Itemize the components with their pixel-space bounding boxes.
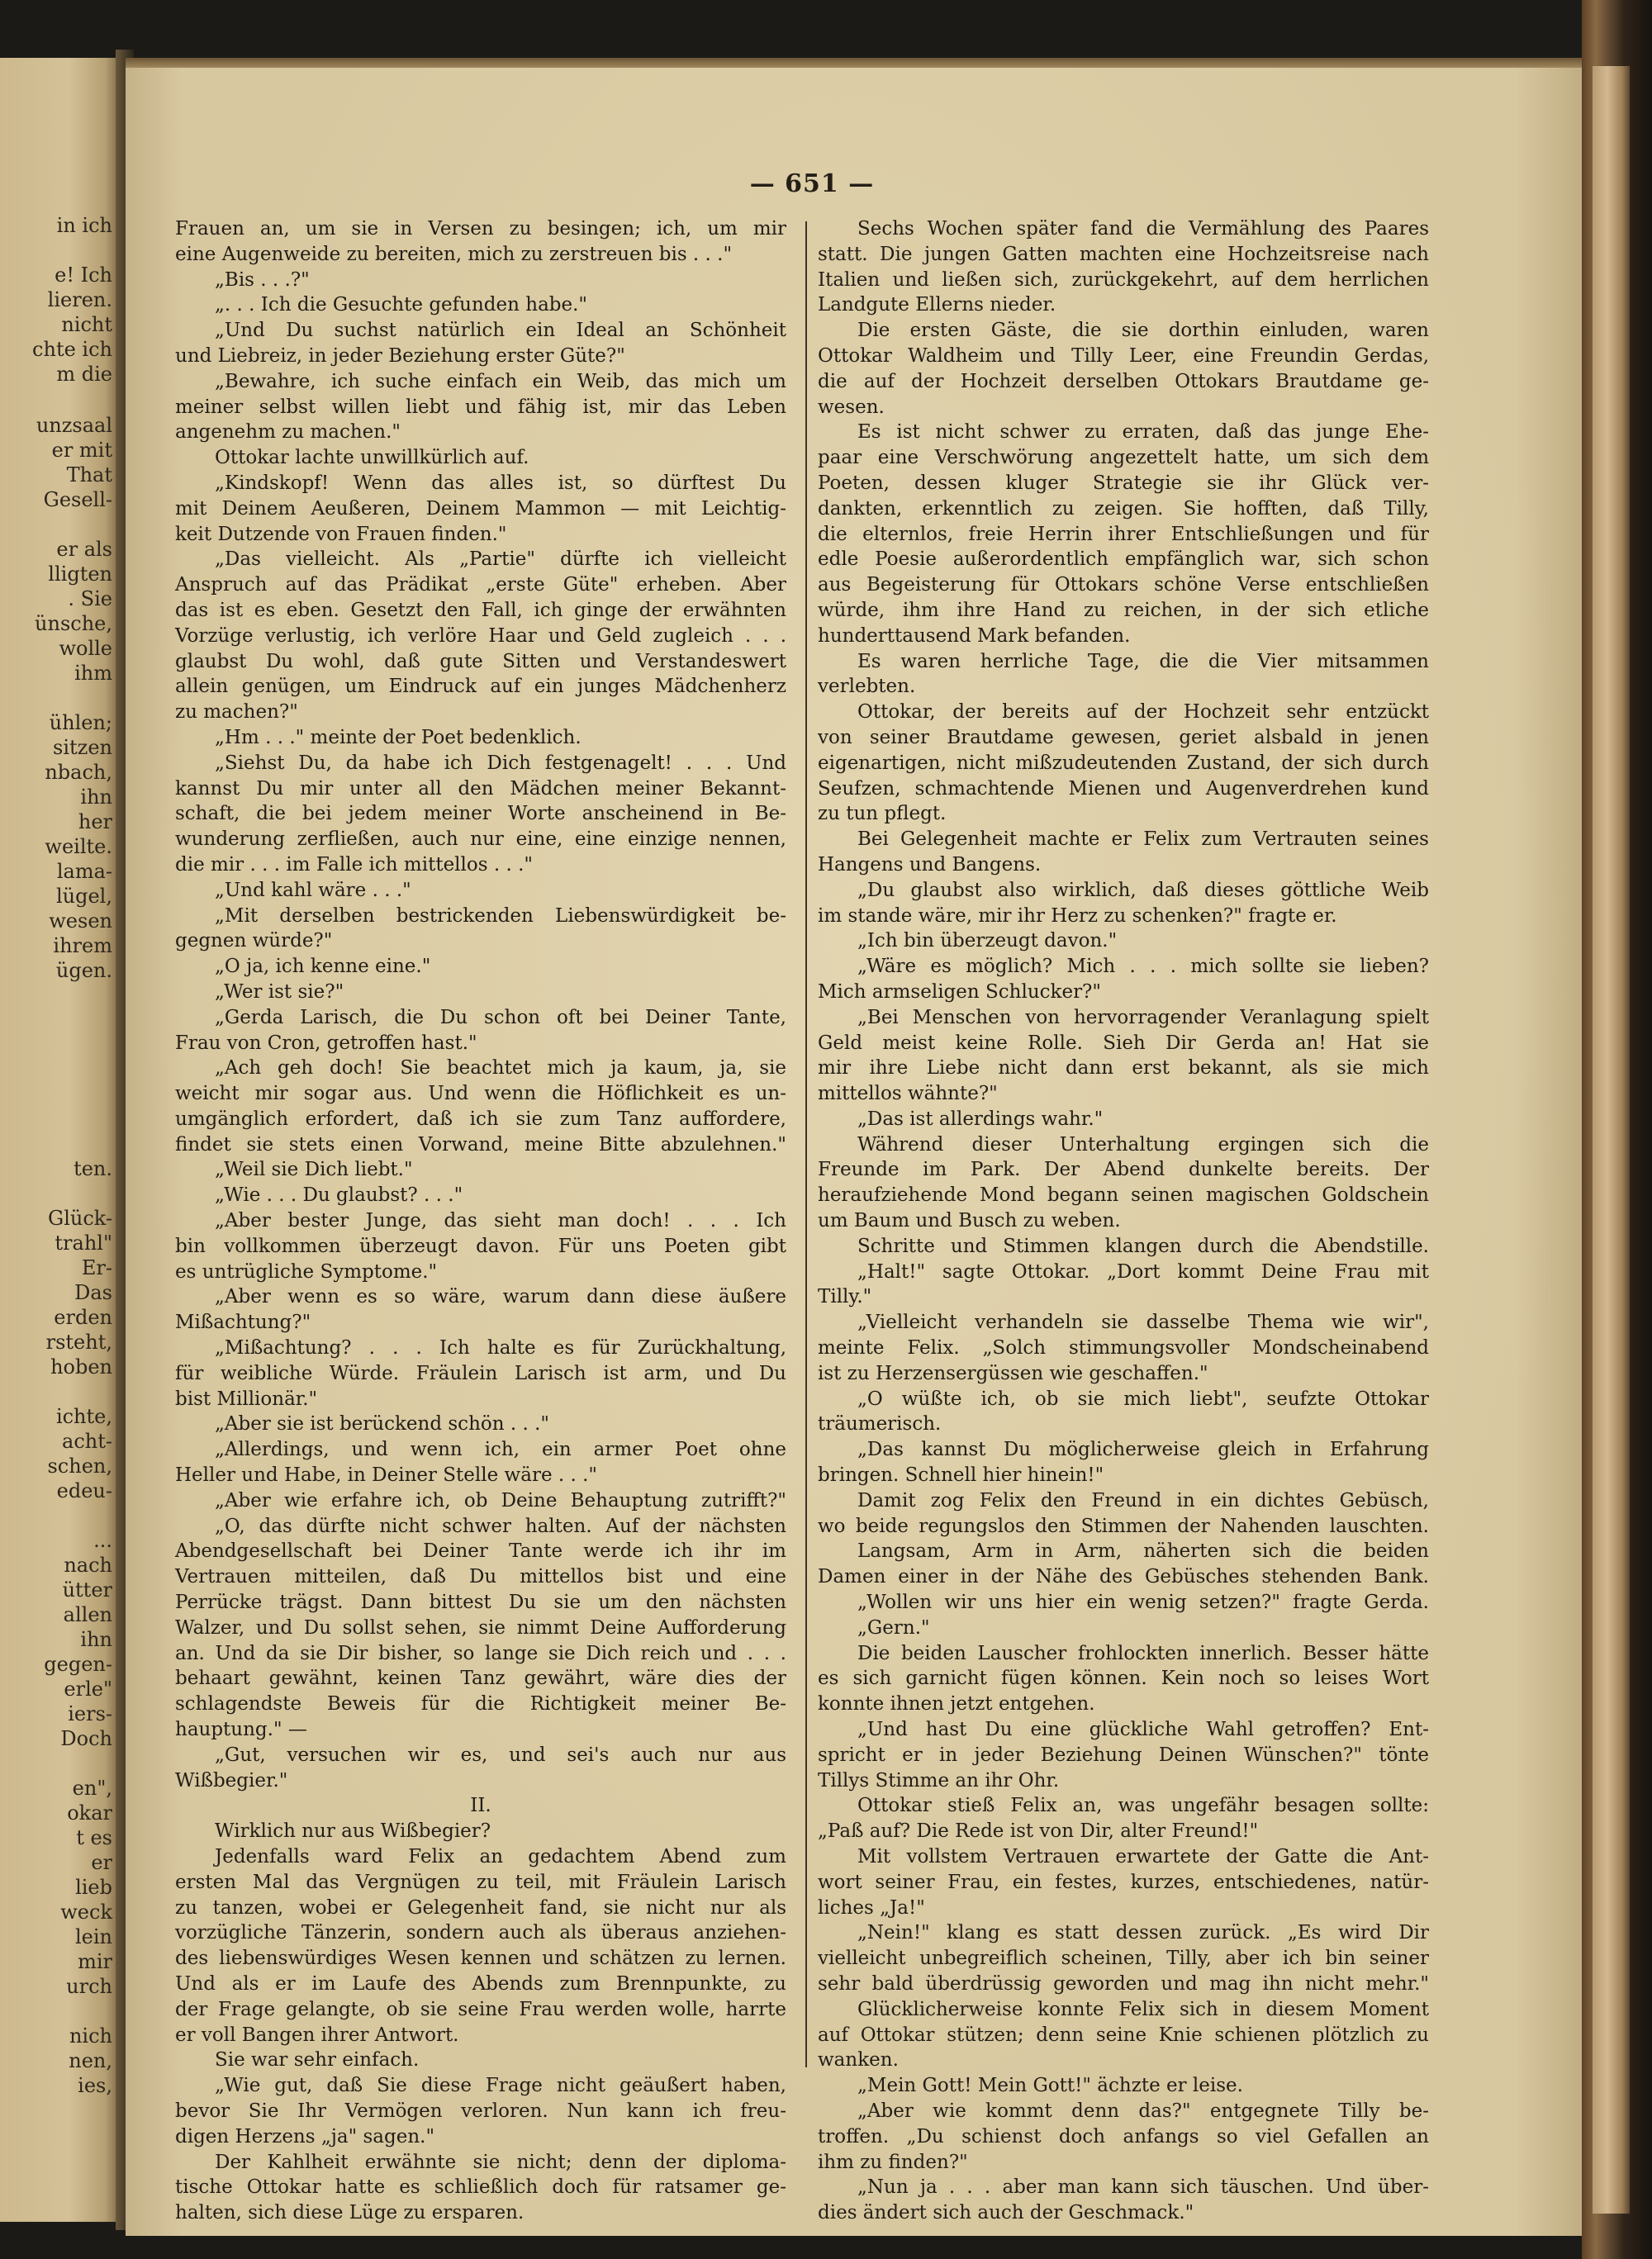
text-line: Ottokar, der bereits auf der Hochzeit sehr entzückt <box>857 701 1429 724</box>
text-line: Ottokar stieß Felix an, was ungefähr besagen sollte: <box>857 1795 1429 1817</box>
text-line: „Halt!" sagte Ottokar. „Dort kommt Deine Frau mit <box>857 1260 1429 1283</box>
text-line: Damit zog Felix den Freund in ein dichtes Gebüsch, <box>857 1489 1429 1512</box>
page-number: — 651 — <box>749 169 875 198</box>
text-line: dankten, erkenntlich zu zeigen. Sie hofften, daß Tilly, <box>818 497 1429 520</box>
text-line: wesen. <box>818 396 885 418</box>
text-line: er voll Bangen ihrer Antwort. <box>175 2024 459 2046</box>
text-line: mir ihre Liebe nicht dann erst bekannt, als sie mich <box>818 1057 1429 1080</box>
text-line: hunderttausend Mark befanden. <box>818 624 1131 647</box>
text-line: Freunde im Park. Der Abend dunkelte bereits. Der <box>818 1159 1429 1181</box>
text-line: Tilly." <box>818 1286 872 1308</box>
text-line: Ottokar Waldheim und Tilly Leer, eine Freundin Gerdas, <box>818 344 1429 367</box>
previous-page-fragment: Doch <box>60 1727 112 1750</box>
previous-page-fragment: erden <box>54 1306 112 1329</box>
text-line: heraufziehende Mond begann seinen magischen Goldschein <box>818 1184 1429 1207</box>
previous-page-fragment: rsteht, <box>45 1331 112 1354</box>
text-line: zu machen?" <box>175 701 298 724</box>
text-line: schaft, die bei jedem meiner Worte anscheinend in Be- <box>175 803 786 825</box>
text-line: ihm zu finden?" <box>818 2151 968 2173</box>
text-line: „Vielleicht verhandeln sie dasselbe Thema wie wir", <box>857 1312 1429 1334</box>
previous-page-fragment: ihm <box>74 662 112 685</box>
text-line: an. Und da sie Dir bisher, so lange sie Dich reich und . . . <box>175 1642 786 1664</box>
previous-page-fragment: urch <box>66 1975 112 1998</box>
previous-page-fragment: lein <box>74 1925 112 1948</box>
text-line: Geld meist keine Rolle. Sieh Dir Gerda an! Hat sie <box>818 1032 1429 1054</box>
text-line: bringen. Schnell hier hinein!" <box>818 1464 1104 1487</box>
text-line: statt. Die jungen Gatten machten eine Hochzeitsreise nach <box>818 243 1429 265</box>
text-line: Seufzen, schmachtende Mienen und Augenverdrehen kund <box>818 777 1429 800</box>
text-line: konnte ihnen jetzt entgehen. <box>818 1693 1095 1716</box>
text-line: auf Ottokar stützen; denn seine Knie schienen plötzlich zu <box>818 2024 1429 2046</box>
text-line: Mit vollstem Vertrauen erwartete der Gatte die Ant- <box>857 1846 1429 1867</box>
previous-page-fragment: edeu- <box>56 1479 112 1502</box>
text-line: „Wie gut, daß Sie diese Frage nicht geäußert haben, <box>215 2075 786 2097</box>
text-line: Die ersten Gäste, die sie dorthin einluden, waren <box>857 320 1429 342</box>
text-line: Glücklicherweise konnte Felix sich in diesem Moment <box>857 1998 1429 2020</box>
previous-page-fragment: okar <box>67 1801 112 1825</box>
text-line: Es waren herrliche Tage, die die Vier mitsammen <box>857 650 1429 672</box>
text-line: Der Kahlheit erwähnte sie nicht; denn der diploma- <box>215 2151 786 2173</box>
previous-page-fragment: gegen- <box>44 1653 112 1676</box>
text-line: „O ja, ich kenne eine." <box>215 956 431 978</box>
previous-page-fragment: ichte, <box>55 1405 112 1428</box>
text-line: edle Poesie außerordentlich empfänglich war, sich schon <box>818 548 1429 571</box>
text-line: vorzügliche Tänzerin, sondern auch als überaus anziehen- <box>175 1922 786 1944</box>
text-line: im stande wäre, mir ihr Herz zu schenken?" fragte er. <box>818 904 1337 927</box>
column-divider <box>805 221 807 2067</box>
text-line: und Liebreiz, in jeder Beziehung erster Güte?" <box>175 344 625 367</box>
page-stack-edge <box>1593 66 1630 2214</box>
previous-page-fragment: ünsche, <box>35 612 112 635</box>
text-line: es untrügliche Symptome." <box>175 1260 438 1283</box>
previous-page-fragment: schen, <box>47 1455 112 1478</box>
previous-page-fragment: ies, <box>78 2074 112 2097</box>
text-line: Die beiden Lauscher frohlockten innerlich. Besser hätte <box>857 1642 1429 1664</box>
previous-page-fragment: nbach, <box>45 761 112 784</box>
text-line: spricht er in jeder Beziehung Deinen Wünschen?" tönte <box>818 1744 1429 1766</box>
text-line: „Mein Gott! Mein Gott!" ächzte er leise. <box>857 2075 1243 2097</box>
text-line: meinte Felix. „Solch stimmungsvoller Mondscheinabend <box>818 1337 1429 1360</box>
text-line: „Und kahl wäre . . ." <box>215 879 411 901</box>
previous-page-fragment: Gesell- <box>43 488 112 511</box>
text-line: liches „Ja!" <box>818 1896 925 1919</box>
text-line: Abendgesellschaft bei Deiner Tante werde ich ihr im <box>175 1540 786 1563</box>
text-line: von seiner Brautdame gewesen, geriet alsbald in jenen <box>818 726 1429 748</box>
text-line: angenehm zu machen." <box>175 421 401 444</box>
text-line: „Hm . . ." meinte der Poet bedenklich. <box>215 726 582 748</box>
text-line: Frauen an, um sie in Versen zu besingen; ich, um mir <box>175 218 786 240</box>
previous-page-fragment: e! Ich <box>55 263 112 287</box>
text-line: wort seiner Frau, ein festes, kurzes, entschiedenes, natür- <box>818 1871 1429 1893</box>
text-line: gegnen würde?" <box>175 930 333 952</box>
text-line: „Weil sie Dich liebt." <box>215 1159 413 1181</box>
previous-page-fragment: wolle <box>59 637 112 660</box>
text-line: Mich armseligen Schlucker?" <box>818 980 1101 1003</box>
previous-page-fragment: ütter <box>62 1578 112 1602</box>
text-line: ersten Mal das Vergnügen zu teil, mit Fräulein Larisch <box>175 1871 786 1893</box>
text-line: Wirklich nur aus Wißbegier? <box>215 1820 491 1843</box>
text-line: die auf der Hochzeit derselben Ottokars Brautdame ge- <box>818 370 1429 392</box>
text-line: die mir . . . im Falle ich mittellos . . ." <box>175 853 533 876</box>
previous-page-fragment: er mit <box>51 439 112 462</box>
text-line: kannst Du mir unter all den Mädchen meiner Bekannt- <box>175 777 786 800</box>
text-line: Sechs Wochen später fand die Vermählung des Paares <box>857 218 1429 240</box>
previous-page-fragment: en", <box>72 1777 112 1800</box>
text-line: digen Herzens „ja" sagen." <box>175 2125 435 2147</box>
text-line: „Bei Menschen von hervorragender Veranlagung spielt <box>857 1006 1429 1028</box>
previous-page-fragment: That <box>66 463 112 486</box>
text-line: die elternlos, freie Herrin ihrer Entschließungen und für <box>818 523 1429 545</box>
text-line: Walzer, und Du sollst sehen, sie nimmt Deine Aufforderung <box>175 1616 786 1639</box>
previous-page-fragment: unzsaal <box>36 414 112 437</box>
text-line: schlagendste Beweis für die Richtigkeit meiner Be- <box>175 1693 786 1716</box>
text-line: „Wer ist sie?" <box>215 980 344 1003</box>
text-line: „Das ist allerdings wahr." <box>857 1108 1104 1130</box>
previous-page-fragment: t es <box>76 1826 112 1849</box>
text-line: „Aber wie kommt denn das?" entgegnete Tilly be- <box>857 2100 1429 2122</box>
previous-page-fragment: lama- <box>56 860 112 883</box>
text-line: „Nun ja . . . aber man kann sich täuschen. Und über- <box>857 2176 1429 2199</box>
text-line: Bei Gelegenheit machte er Felix zum Vertrauten seines <box>857 828 1429 851</box>
text-line: sehr bald überdrüssig geworden und mag ihn nicht mehr." <box>818 1972 1429 1995</box>
text-line: allein genügen, um Eindruck auf ein junges Mädchenherz <box>175 676 786 698</box>
text-line: eine Augenweide zu bereiten, mich zu zerstreuen bis . . ." <box>175 243 733 265</box>
previous-page-fragment: lügel, <box>55 885 112 908</box>
text-line: „Du glaubst also wirklich, daß dieses göttliche Weib <box>857 879 1429 901</box>
text-line: zu tun pflegt. <box>818 803 947 825</box>
previous-page-fragment: lieren. <box>47 288 112 311</box>
text-line: halten, sich diese Lüge zu ersparen. <box>175 2202 525 2224</box>
text-line: „Und Du suchst natürlich ein Ideal an Schönheit <box>215 320 786 342</box>
text-line: wo beide regungslos den Stimmen der Nahenden lauschten. <box>818 1515 1429 1537</box>
previous-page-fragment: erle" <box>64 1678 112 1701</box>
text-line: „Mit derselben bestrickenden Liebenswürdigkeit be- <box>215 904 786 927</box>
text-line: Es ist nicht schwer zu erraten, daß das junge Ehe- <box>857 421 1429 444</box>
previous-page-fragment: Er- <box>81 1256 112 1279</box>
text-line: paar eine Verschwörung angezettelt hatte, um sich dem <box>818 447 1429 469</box>
text-line: „Nein!" klang es statt dessen zurück. „Es wird Dir <box>857 1922 1429 1944</box>
text-line: Heller und Habe, in Deiner Stelle wäre . . ." <box>175 1464 597 1487</box>
text-line: „Wie . . . Du glaubst? . . ." <box>215 1184 463 1207</box>
text-line: Und als er im Laufe des Abends zum Brennpunkte, zu <box>175 1972 786 1995</box>
text-line: aus Begeisterung für Ottokars schöne Verse entschließen <box>818 574 1429 596</box>
text-line: verlebten. <box>818 676 916 698</box>
text-line: eigenartigen, nicht mißzudeutenden Zustand, der sich durch <box>818 752 1429 774</box>
text-line: vielleicht unbegreiflich scheinen, Tilly, aber ich bin seiner <box>818 1948 1429 1970</box>
text-line: „Und hast Du eine glückliche Wahl getroffen? Ent- <box>857 1719 1429 1741</box>
previous-page-fragment: trahl" <box>55 1232 112 1255</box>
previous-page-fragment: ten. <box>74 1157 112 1180</box>
text-line: Perrücke trägst. Dann bittest Du sie um den nächsten <box>175 1592 786 1614</box>
text-line: „Aber sie ist berückend schön . . ." <box>215 1413 549 1436</box>
text-line: „Gut, versuchen wir es, und sei's auch nur aus <box>215 1744 786 1766</box>
previous-page-fragment: m die <box>56 363 112 386</box>
text-line: Sie war sehr einfach. <box>215 2049 420 2072</box>
previous-page-fragment: nen, <box>69 2049 112 2072</box>
previous-page-fragment: er <box>91 1851 112 1874</box>
text-line: „Kindskopf! Wenn das alles ist, so dürftest Du <box>215 472 786 494</box>
text-line: bist Millionär." <box>175 1388 318 1410</box>
text-line: „Ich bin überzeugt davon." <box>857 930 1118 952</box>
text-line: mittellos wähnte?" <box>818 1083 998 1105</box>
text-line: „Aber wie erfahre ich, ob Deine Behauptung zutrifft?" <box>215 1489 786 1512</box>
previous-page-fragment: Glück- <box>48 1207 112 1230</box>
text-line: „O wüßte ich, ob sie mich liebt", seufzte Ottokar <box>857 1388 1429 1410</box>
previous-page-fragment: lieb <box>75 1876 112 1899</box>
previous-page-fragment: weilte. <box>45 835 112 858</box>
text-line: für weibliche Würde. Fräulein Larisch ist arm, und Du <box>175 1362 786 1384</box>
text-line: „Aber wenn es so wäre, warum dann diese äußere <box>215 1286 786 1308</box>
text-line: „O, das dürfte nicht schwer halten. Auf der nächsten <box>215 1515 786 1537</box>
text-line: Poeten, dessen kluger Strategie sie ihr Glück ver- <box>818 472 1429 494</box>
previous-page-fragment: mir <box>78 1950 112 1973</box>
text-line: Frau von Cron, getroffen hast." <box>175 1032 477 1054</box>
text-line: wanken. <box>818 2049 899 2072</box>
text-line: es sich garnicht fügen können. Kein noch so leises Wort <box>818 1668 1429 1690</box>
text-line: „Wäre es möglich? Mich . . . mich sollte sie lieben? <box>857 956 1429 978</box>
text-line: hauptung." — <box>175 1719 307 1741</box>
text-line: Hangens und Bangens. <box>818 853 1042 876</box>
previous-page-fragment: iers- <box>68 1702 112 1725</box>
text-line: das ist es eben. Gesetzt den Fall, ich ginge der erwähnten <box>175 599 786 621</box>
text-line: Während dieser Unterhaltung ergingen sich die <box>857 1133 1429 1156</box>
text-line: glaubst Du wohl, daß gute Sitten und Verstandeswert <box>175 650 786 672</box>
text-line: „. . . Ich die Gesuchte gefunden habe." <box>215 294 588 316</box>
previous-page-fragment: . Sie <box>68 587 112 610</box>
text-line: dies ändert sich auch der Geschmack." <box>818 2202 1194 2224</box>
text-line: Landgute Ellerns nieder. <box>818 294 1056 316</box>
text-line: um Baum und Busch zu weben. <box>818 1210 1121 1232</box>
text-line: zu tanzen, wobei er Gelegenheit fand, sie nicht nur als <box>175 1896 786 1919</box>
previous-page-fragment: weck <box>60 1901 112 1924</box>
text-line: umgänglich erfordert, daß ich sie zum Tanz auffordere, <box>175 1108 786 1130</box>
previous-page-fragment: nich <box>69 2024 112 2048</box>
text-line: „Bis . . .?" <box>215 268 310 291</box>
previous-page-fragment: acht- <box>62 1430 112 1453</box>
text-line: Mißachtung?" <box>175 1312 311 1334</box>
text-line: meiner selbst willen liebt und fähig ist, mir das Leben <box>175 396 786 418</box>
text-line: Damen einer in der Nähe des Gebüsches stehenden Bank. <box>818 1566 1429 1588</box>
previous-page-fragment: nicht <box>61 313 112 336</box>
text-line: findet sie stets einen Vorwand, meine Bitte abzulehnen." <box>175 1133 786 1156</box>
text-line: „Wollen wir uns hier ein wenig setzen?" fragte Gerda. <box>857 1592 1429 1614</box>
text-line: Anspruch auf das Prädikat „erste Güte" erheben. Aber <box>175 574 786 596</box>
previous-page-fragment: nach <box>64 1554 112 1577</box>
text-line: „Siehst Du, da habe ich Dich festgenagelt! . . . Und <box>215 752 786 774</box>
text-line: „Das kannst Du möglicherweise gleich in Erfahrung <box>857 1439 1429 1461</box>
text-line: behaart gewähnt, keinen Tanz gewährt, wäre dies der <box>175 1668 786 1690</box>
text-line: Tillys Stimme an ihr Ohr. <box>818 1769 1060 1792</box>
text-line: Vorzüge verlustig, ich verlöre Haar und Geld zugleich . . . <box>175 624 786 647</box>
text-line: Schritte und Stimmen klangen durch die Abendstille. <box>857 1235 1429 1257</box>
text-line: Ottokar lachte unwillkürlich auf. <box>215 447 529 469</box>
previous-page-fragment: ihn <box>80 1628 112 1651</box>
previous-page-fragment: allen <box>63 1603 112 1626</box>
text-line: „Gern." <box>857 1616 930 1639</box>
previous-page-fragment: in ich <box>56 214 112 237</box>
text-line: des liebenswürdiges Wesen kennen und schätzen zu lernen. <box>175 1948 786 1970</box>
text-line: mit Deinem Aeußeren, Deinem Mammon — mit Leichtig- <box>175 497 786 520</box>
text-line: ist zu Herzensergüssen wie geschaffen." <box>818 1362 1208 1384</box>
text-line: keit Dutzende von Frauen finden." <box>175 523 507 545</box>
text-line: „Aber bester Junge, das sieht man doch! . . . Ich <box>215 1210 786 1232</box>
text-line: träumerisch. <box>818 1413 942 1436</box>
text-line: Wißbegier." <box>175 1769 288 1792</box>
text-line: Jedenfalls ward Felix an gedachtem Abend zum <box>215 1846 786 1867</box>
text-line: „Ach geh doch! Sie beachtet mich ja kaum, ja, sie <box>215 1057 786 1080</box>
previous-page-fragment: ... <box>93 1529 112 1552</box>
previous-page-fragment: hoben <box>50 1355 112 1379</box>
text-line: wunderung zerfließen, auch nur eine, eine einzige nennen, <box>175 828 786 851</box>
previous-page-fragment: er als <box>56 538 112 561</box>
text-line: Italien und ließen sich, zurückgekehrt, auf dem herrlichen <box>818 268 1429 291</box>
text-line: troffen. „Du schienst doch anfangs so viel Gefallen an <box>818 2125 1429 2147</box>
previous-page-fragment: ügen. <box>55 959 112 982</box>
text-line: II. <box>470 1795 491 1817</box>
text-line: der Frage gelangte, ob sie seine Frau werden wolle, harrte <box>175 1998 786 2020</box>
text-line: Langsam, Arm in Arm, näherten sich die beiden <box>857 1540 1429 1563</box>
text-line: bevor Sie Ihr Vermögen verloren. Nun kann ich freu- <box>175 2100 786 2122</box>
text-column-left <box>175 216 786 2226</box>
text-line: tische Ottokar hatte es schließlich doch für ratsamer ge- <box>175 2176 786 2199</box>
previous-page-fragment: ühlen; <box>49 711 112 734</box>
text-line: bin vollkommen überzeugt davon. Für uns Poeten gibt <box>175 1235 786 1257</box>
text-line: „Gerda Larisch, die Du schon oft bei Deiner Tante, <box>215 1006 786 1028</box>
text-line: „Das vielleicht. Als „Partie" dürfte ich vielleicht <box>215 548 786 571</box>
text-line: „Allerdings, und wenn ich, ein armer Poet ohne <box>215 1439 786 1461</box>
text-line: „Paß auf? Die Rede ist von Dir, alter Freund!" <box>818 1820 1259 1843</box>
previous-page-fragment: wesen <box>49 909 112 933</box>
text-line: würde, ihm ihre Hand zu reichen, in der sich etliche <box>818 599 1429 621</box>
text-column-right <box>818 216 1429 2226</box>
text-line: „Mißachtung? . . . Ich halte es für Zurückhaltung, <box>215 1337 786 1360</box>
text-line: „Bewahre, ich suche einfach ein Weib, das mich um <box>215 370 786 392</box>
previous-page-fragment: ihrem <box>53 934 112 957</box>
previous-page-fragment: chte ich <box>32 338 112 361</box>
text-line: Vertrauen mitteilen, daß Du mittellos bist und eine <box>175 1566 786 1588</box>
previous-page-fragment: ihn <box>80 785 112 809</box>
previous-page-fragment: lligten <box>48 562 112 586</box>
previous-page-fragment: Das <box>74 1281 112 1304</box>
previous-page-fragment: sitzen <box>53 736 112 759</box>
text-line: weicht mir sogar aus. Und wenn die Höflichkeit es un- <box>175 1083 786 1105</box>
previous-page-fragment: her <box>78 810 112 833</box>
